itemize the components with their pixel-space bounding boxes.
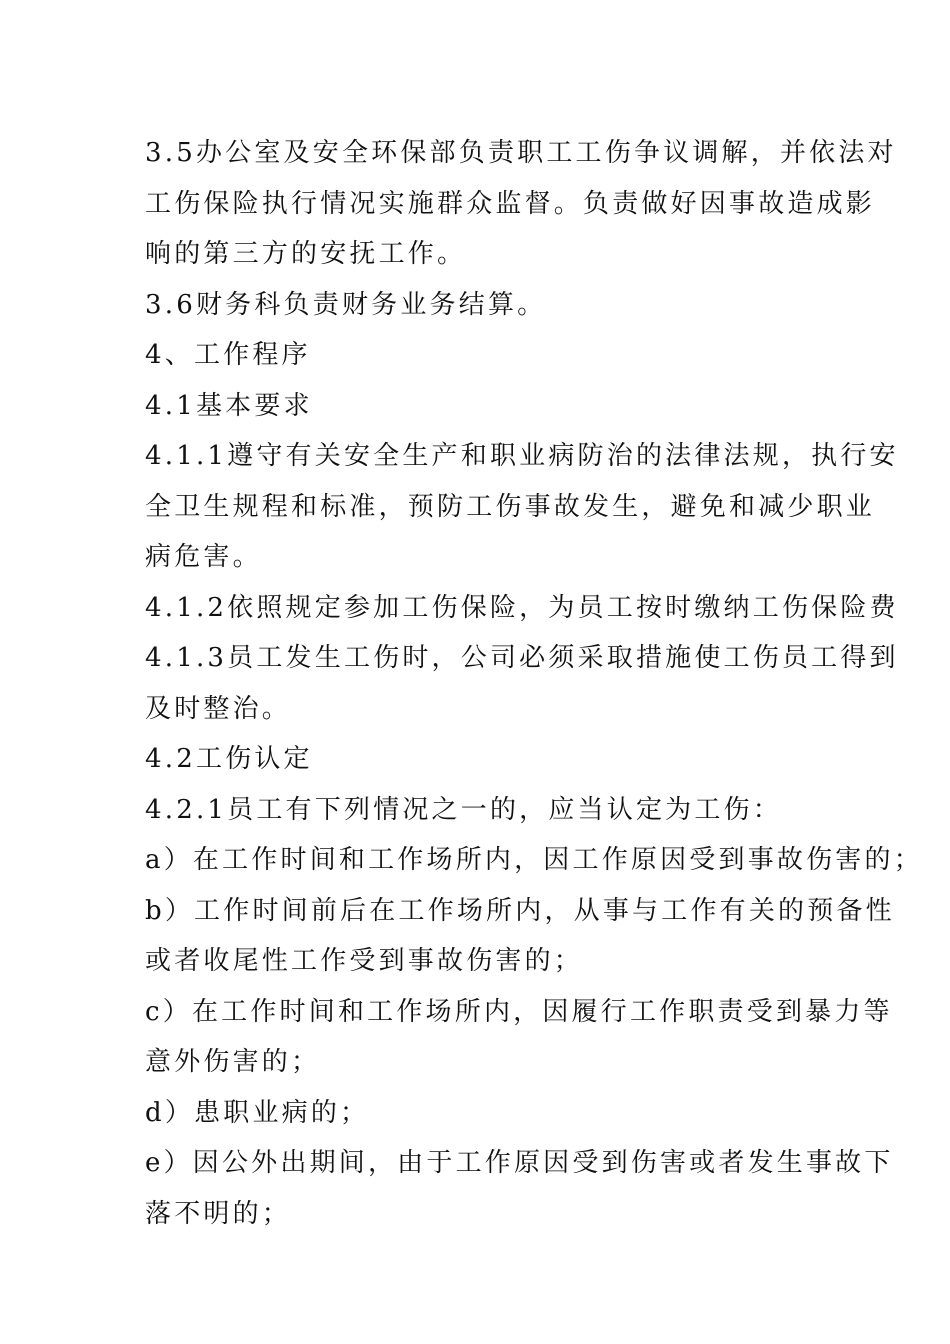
subsection-heading: 4.2工伤认定 <box>145 744 313 774</box>
text-line: 3.5办公室及安全环保部负责职工工伤争议调解，并依法对 <box>145 138 897 168</box>
list-item: b）工作时间前后在工作场所内，从事与工作有关的预备性 <box>145 895 895 926</box>
text-line: 或者收尾性工作受到事故伤害的； <box>145 946 584 976</box>
text-line: 全卫生规程和标准，预防工伤事故发生，避免和减少职业 <box>145 491 876 522</box>
text-line: 意外伤害的； <box>145 1047 321 1077</box>
list-item: a）在工作时间和工作场所内，因工作原因受到事故伤害的； <box>145 845 923 875</box>
text-line: 及时整治。 <box>145 693 292 724</box>
text-line: 工伤保险执行情况实施群众监督。负责做好因事故造成影 <box>145 188 876 219</box>
list-item: d）患职业病的； <box>145 1097 370 1128</box>
list-item: c）在工作时间和工作场所内，因履行工作职责受到暴力等 <box>145 996 893 1027</box>
document-body <box>145 128 923 1239</box>
section-heading: 4、工作程序 <box>145 340 311 370</box>
text-line: 4.2.1员工有下列情况之一的，应当认定为工伤： <box>145 794 782 825</box>
text-line: 4.1.3员工发生工伤时，公司必须采取措施使工伤员工得到 <box>145 643 899 673</box>
text-line: 落不明的； <box>145 1198 292 1229</box>
text-line: 4.1.2依照规定参加工伤保险，为员工按时缴纳工伤保险费 <box>145 592 899 623</box>
text-line: 4.1.1遵守有关安全生产和职业病防治的法律法规，执行安 <box>145 441 899 471</box>
text-line: 3.6财务科负责财务业务结算。 <box>145 289 547 320</box>
text-line: 病危害。 <box>145 542 262 572</box>
list-item: e）因公外出期间，由于工作原因受到伤害或者发生事故下 <box>145 1148 894 1178</box>
text-line: 响的第三方的安抚工作。 <box>145 239 467 269</box>
subsection-heading: 4.1基本要求 <box>145 390 313 421</box>
